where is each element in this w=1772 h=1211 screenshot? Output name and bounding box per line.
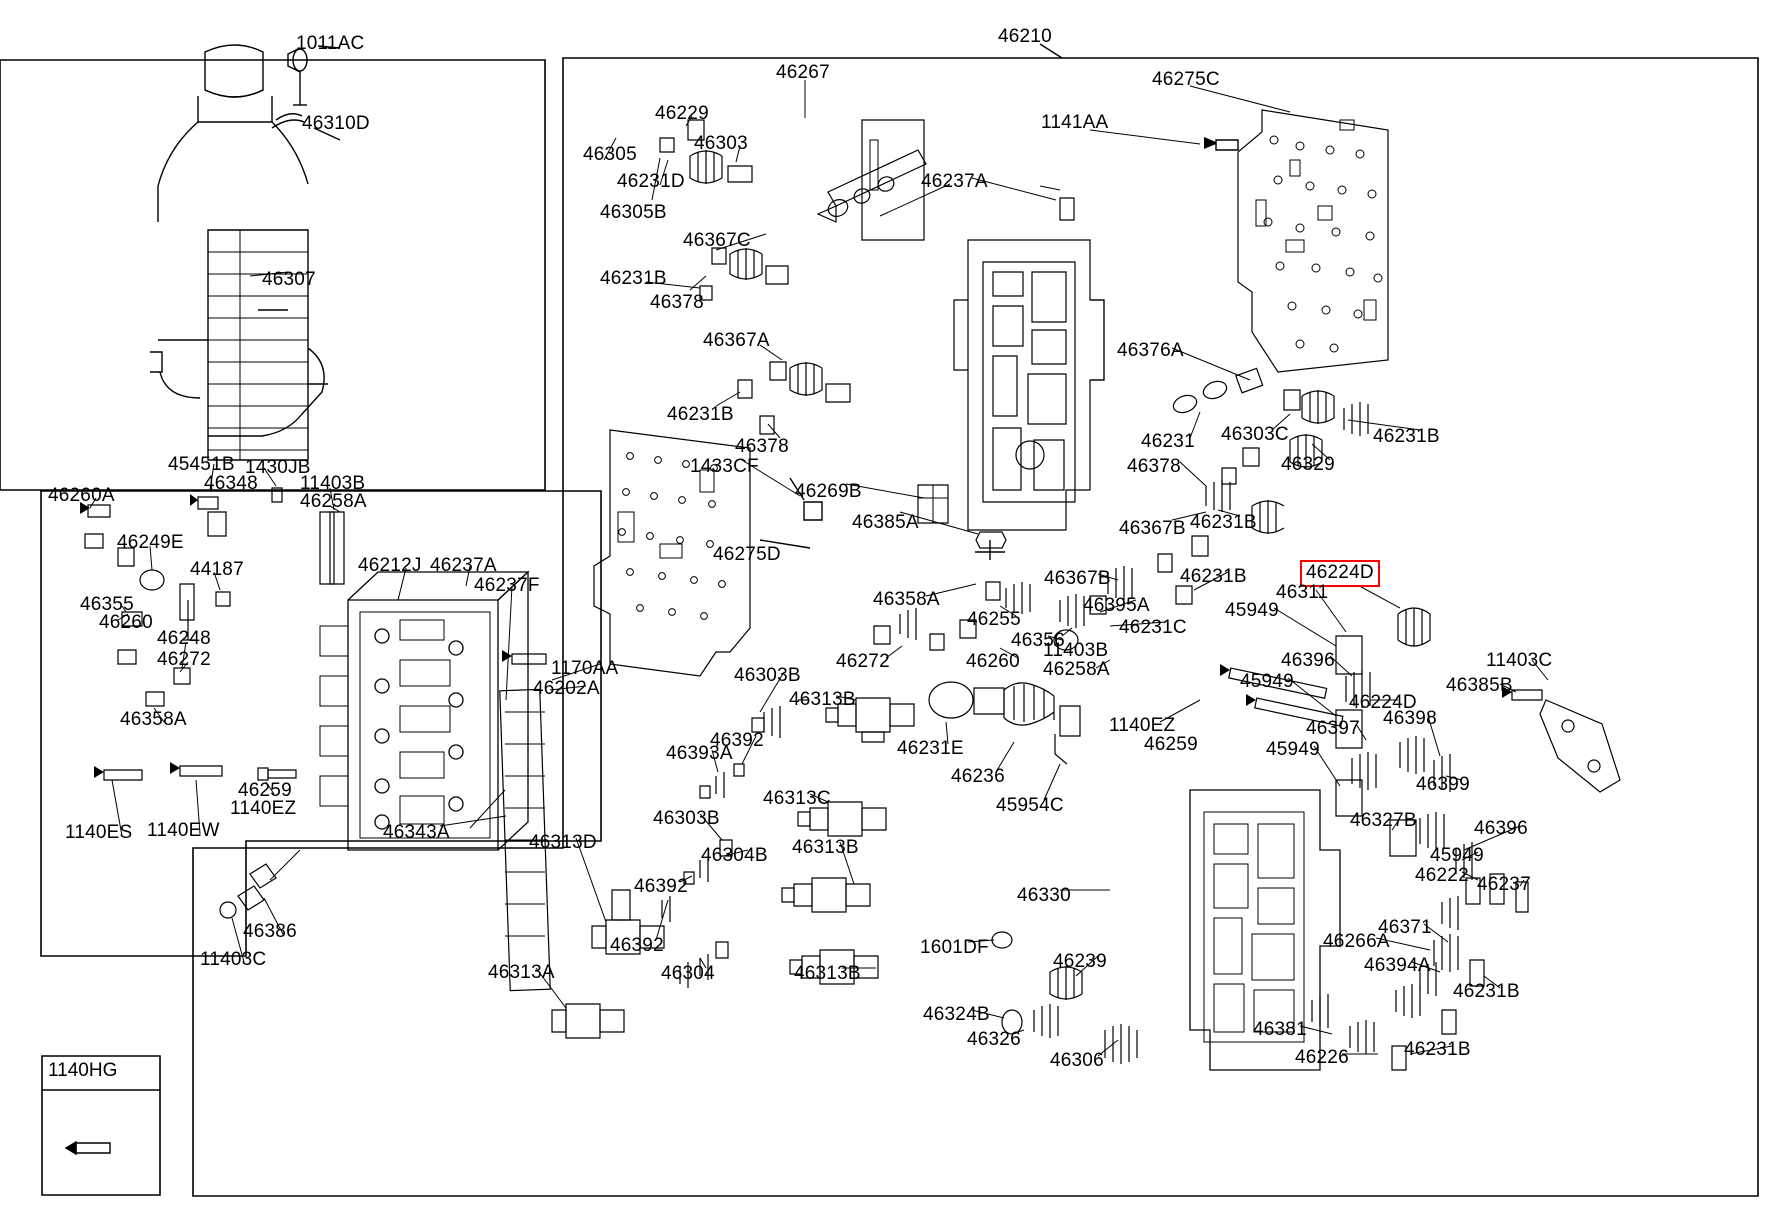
part-label[interactable]: 45451B [168,454,235,475]
part-label[interactable]: 46396 [1281,650,1335,671]
part-label[interactable]: 46237A [430,555,497,576]
part-label[interactable]: 46231E [897,738,964,759]
part-label[interactable]: 45949 [1430,845,1484,866]
part-label[interactable]: 46313A [488,962,555,983]
part-label[interactable]: 46248 [157,628,211,649]
part-label[interactable]: 11403B [300,473,366,494]
part-label[interactable]: 1140ES [65,822,133,843]
part-label[interactable]: 1011AC [296,33,365,54]
part-label[interactable]: 46212J [358,555,422,576]
part-label[interactable]: 46231 [1141,431,1195,452]
part-label[interactable]: 46378 [735,436,789,457]
part-label[interactable]: 46395A [1083,595,1150,616]
part-label[interactable]: 46310D [302,113,370,134]
part-label[interactable]: 1140EZ [1109,715,1176,736]
part-label[interactable]: 46385B [1446,675,1513,696]
part-label[interactable]: 46260 [99,612,153,633]
part-label[interactable]: 46275C [1152,69,1220,90]
part-label[interactable]: 46258A [1043,659,1110,680]
part-label[interactable]: 46237 [1477,874,1531,895]
part-label[interactable]: 46272 [836,651,890,672]
part-label[interactable]: 46231B [667,404,734,425]
part-label[interactable]: 46392 [610,935,664,956]
part-label[interactable]: 44187 [190,559,244,580]
part-label[interactable]: 46397 [1306,718,1360,739]
part-label[interactable]: 46236 [951,766,1005,787]
part-label[interactable]: 46356 [1011,630,1065,651]
part-label[interactable]: 46358A [120,709,187,730]
part-label[interactable]: 46367B [1044,568,1111,589]
part-label[interactable]: 46255 [967,609,1021,630]
part-label[interactable]: 46394A [1364,955,1431,976]
part-label[interactable]: 46304B [701,845,768,866]
part-label[interactable]: 46229 [655,103,709,124]
part-label[interactable]: 46272 [157,649,211,670]
part-label[interactable]: 46231B [1404,1039,1471,1060]
part-label[interactable]: 1141AA [1041,112,1109,133]
part-label[interactable]: 46259 [1144,734,1198,755]
part-label[interactable]: 1433CF [690,456,759,477]
part-label[interactable]: 46304 [661,963,715,984]
part-label[interactable]: 46239 [1053,951,1107,972]
part-label[interactable]: 46396 [1474,818,1528,839]
part-label[interactable]: 45949 [1225,600,1279,621]
part-label[interactable]: 46222 [1415,865,1469,886]
part-label[interactable]: 46231B [1453,981,1520,1002]
part-label[interactable]: 45949 [1240,671,1294,692]
part-label[interactable]: 46231B [1373,426,1440,447]
part-label[interactable]: 46305 [583,144,637,165]
part-label[interactable]: 46393A [666,743,733,764]
part-label[interactable]: 46313B [792,837,859,858]
part-label[interactable]: 46385A [852,512,919,533]
part-label[interactable]: 46210 [998,26,1052,47]
part-label[interactable]: 46303B [653,808,720,829]
part-label[interactable]: 46267 [776,62,830,83]
part-label[interactable]: 46303 [694,133,748,154]
part-label[interactable]: 46326 [967,1029,1021,1050]
part-label[interactable]: 46303B [734,665,801,686]
part-label[interactable]: 46324B [923,1004,990,1025]
part-label[interactable]: 46260 [966,651,1020,672]
part-label[interactable]: 46343A [383,822,450,843]
part-label[interactable]: 1601DF [920,937,989,958]
part-label[interactable]: 46202A [533,678,600,699]
part-label[interactable]: 46307 [262,269,316,290]
part-label[interactable]: 46376A [1117,340,1184,361]
part-label[interactable]: 46313B [794,963,861,984]
part-label[interactable]: 46381 [1253,1019,1307,1040]
part-label[interactable]: 1170AA [551,658,619,679]
part-label[interactable]: 46355 [80,594,134,615]
part-label[interactable]: 46231B [1190,512,1257,533]
part-label[interactable]: 46259 [238,780,292,801]
part-label[interactable]: 46313B [789,689,856,710]
part-label[interactable]: 46231B [1180,566,1247,587]
part-label[interactable]: 46399 [1416,774,1470,795]
part-label[interactable]: 46386 [243,921,297,942]
part-label[interactable]: 46330 [1017,885,1071,906]
part-label[interactable]: 46378 [1127,456,1181,477]
part-label[interactable]: 46226 [1295,1047,1349,1068]
part-label[interactable]: 45954C [996,795,1064,816]
part-label[interactable]: 46224D [1349,692,1417,713]
part-label[interactable]: 11403C [1486,650,1553,671]
part-label[interactable]: 46371 [1378,917,1432,938]
part-label[interactable]: 46266A [1323,931,1390,952]
part-label[interactable]: 46367B [1119,518,1186,539]
part-label[interactable]: 46313D [529,832,597,853]
part-label-highlighted[interactable]: 46224D [1300,560,1380,587]
part-label[interactable]: 46348 [204,473,258,494]
part-label[interactable]: 11403C [200,949,267,970]
legend-box-label: 1140HG [48,1060,118,1081]
part-label[interactable]: 46311 [1276,582,1329,603]
part-label[interactable]: 46305B [600,202,667,223]
part-label[interactable]: 1140EZ [230,798,297,819]
part-label[interactable]: 46398 [1383,708,1437,729]
part-label[interactable]: 46392 [634,876,688,897]
part-label[interactable]: 46258A [300,491,367,512]
part-label[interactable]: 46392 [710,730,764,751]
part-label[interactable]: 1430JB [245,457,311,478]
part-label[interactable]: 46249E [117,532,184,553]
part-label[interactable]: 46269B [795,481,862,502]
part-label[interactable]: 46327B [1350,810,1417,831]
part-label[interactable]: 46231B [600,268,667,289]
part-label[interactable]: 46367A [703,330,770,351]
part-label[interactable]: 46329 [1281,454,1335,475]
part-label[interactable]: 46358A [873,589,940,610]
part-label[interactable]: 46231D [617,171,685,192]
part-label[interactable]: 46260A [48,485,115,506]
part-label[interactable]: 46313C [763,788,831,809]
part-label[interactable]: 11403B [1043,640,1109,661]
part-label[interactable]: 46306 [1050,1050,1104,1071]
part-label[interactable]: 46303C [1221,424,1289,445]
part-label[interactable]: 45949 [1266,739,1320,760]
part-label[interactable]: 46367C [683,230,751,251]
part-label[interactable]: 46231C [1119,617,1187,638]
part-label[interactable]: 46378 [650,292,704,313]
part-label[interactable]: 46275D [713,544,781,565]
part-label[interactable]: 46237A [921,171,988,192]
part-label[interactable]: 1140EW [147,820,220,841]
part-label[interactable]: 46237F [474,575,540,596]
